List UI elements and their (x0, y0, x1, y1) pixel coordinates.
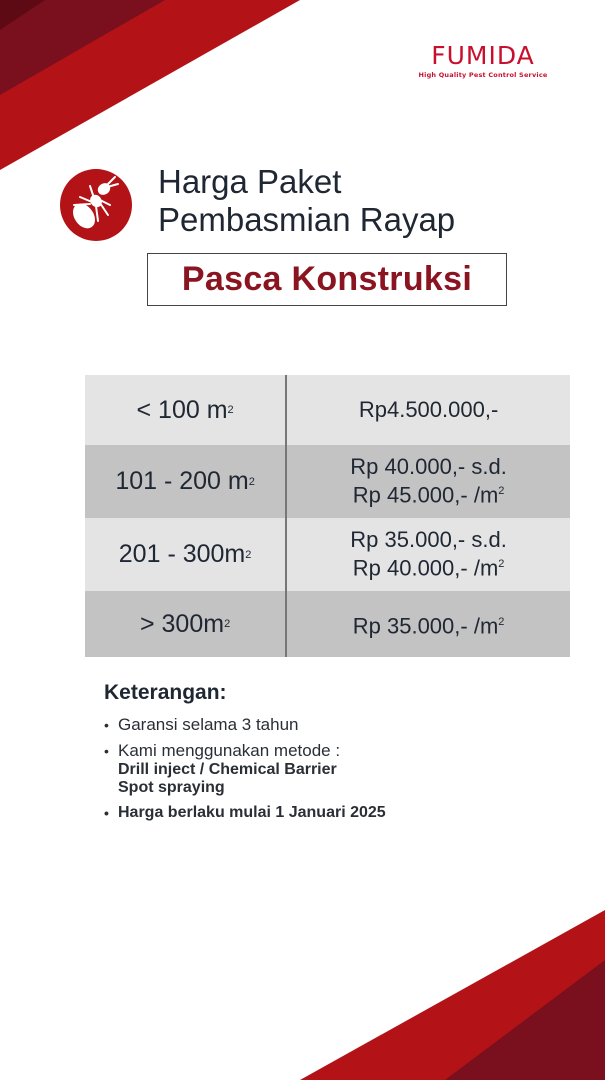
table-row (85, 518, 570, 591)
notes-title: Keterangan: (104, 681, 227, 704)
list-item (104, 803, 386, 823)
price-cell: Rp 35.000,- $/m^2$ (352, 613, 505, 639)
brand-logo (418, 43, 548, 79)
area-cell: 101 - 200 m 2 (115, 467, 255, 495)
guarantee-text: Garansi selama 3 tahun (118, 715, 299, 734)
list-item (104, 715, 386, 735)
price-cell: Rp 40.000,- s.d. Rp 45.000,- $/m^2$ (350, 454, 507, 508)
price-table (85, 375, 570, 657)
method-1: Drill inject / Chemical Barrier (118, 761, 337, 778)
subtitle-box (147, 253, 507, 306)
area-cell: 201 - 300m 2 (118, 540, 252, 568)
brand-tagline: High Quality Pest Control Service (418, 71, 548, 79)
area-cell: < 100 m 2 (136, 395, 234, 424)
bullet-icon: • (104, 717, 109, 733)
price-cell: Rp 35.000,- s.d. Rp 40.000,- $/m^2$ (350, 527, 507, 581)
area-cell: > 300m 2 (139, 609, 231, 638)
list-item (104, 741, 386, 797)
bullet-icon: • (104, 805, 109, 821)
subtitle: Pasca Konstruksi (181, 260, 473, 298)
page-title (158, 163, 455, 239)
table-row (85, 591, 570, 657)
table-row (85, 445, 570, 518)
bullet-icon: • (104, 743, 109, 759)
notes-section (104, 681, 386, 829)
method-intro: Kami menggunakan metode : (118, 741, 341, 760)
title-line-1: Harga Paket (158, 163, 342, 200)
termite-icon (60, 169, 132, 241)
method-2: Spot spraying (118, 779, 225, 796)
valid-from-text: Harga berlaku mulai 1 Januari 2025 (118, 804, 386, 821)
table-row (85, 375, 570, 445)
price-cell: Rp4.500.000,- (358, 397, 499, 422)
brand-name: FUMIDA (431, 41, 535, 70)
title-line-2: Pembasmian Rayap (158, 201, 456, 238)
